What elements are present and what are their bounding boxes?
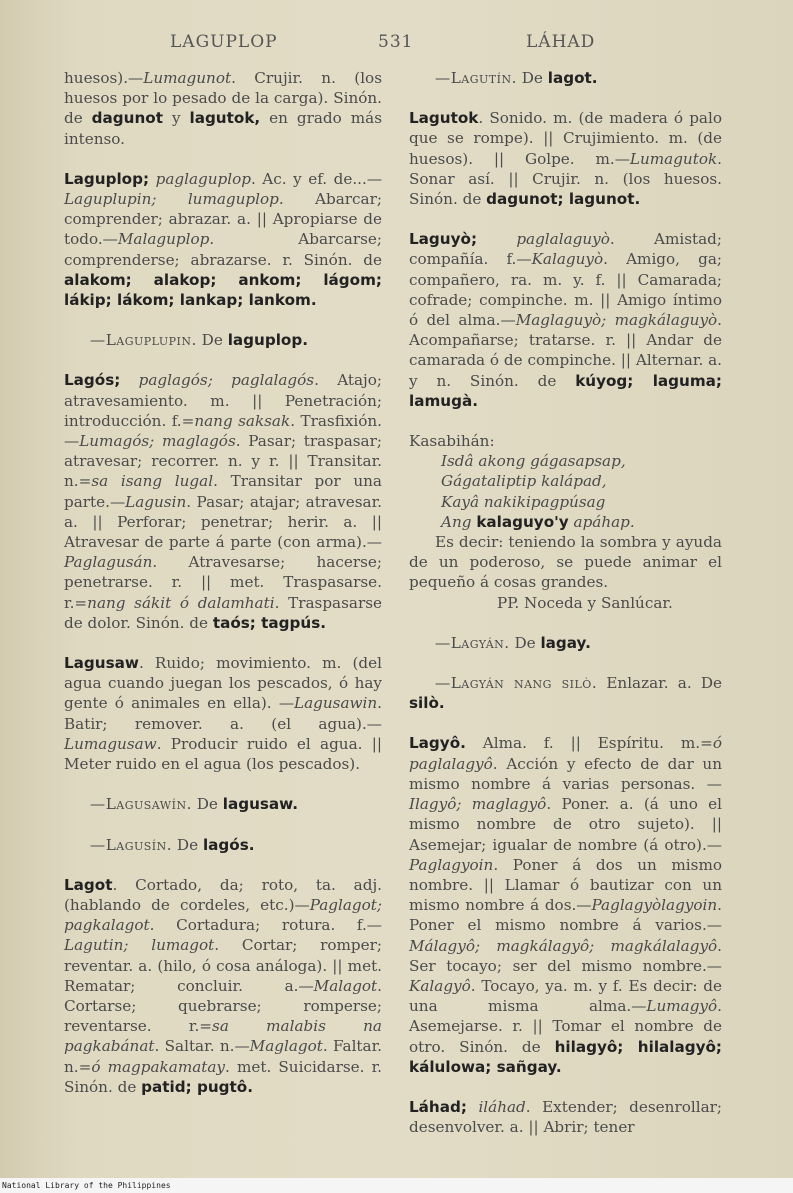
entry-laguplupin: —Laguplupin. De laguplop. bbox=[90, 331, 308, 350]
entry-lagusaw: Lagusaw. Ruido; movimiento. m. (del agua cuando juegan los pescados, ó hay gente ó animales en ella). —Lagusawin. Batir; remover. a. (el agua).—Lumagusaw. Producir ruido el agua. || Meter ruido en el agua (los pescados). bbox=[64, 654, 382, 774]
headword: Láhad; bbox=[409, 1097, 467, 1116]
proverb-line: Gágataliptip kalápad, bbox=[441, 472, 607, 491]
entry-lahad: Láhad; iláhad. Extender; desenrollar; desenvolver. a. || Abrir; tener bbox=[409, 1097, 723, 1137]
headword: Lagós; bbox=[64, 371, 121, 390]
entry-lagyan: —Lagyán. De lagay. bbox=[435, 633, 591, 652]
running-header bbox=[0, 32, 793, 58]
headword: Lagyô. bbox=[409, 734, 466, 753]
entry-lagot: Lagot. Cortado, da; roto, ta. adj. (hablando de cordeles, etc.)—Paglagot; pagkalagot. Cortadura; rotura. f.—Lagutin; lumagot. Cortar; romper; reventar. a. (hilo, ó cosa análoga). || met. Rematar; concluir. a.—Malagot. Cortarse; quebrarse; romperse; reventarse. r.=sa malabis na pagkabánat. Saltar. n.—Maglagot. Faltar. n.=ó magpakamatay. met. Suicidarse. r. Sinón. de patid; pugtô. bbox=[64, 875, 382, 1096]
left-column bbox=[64, 68, 382, 1097]
footer-credit: National Library of the Philippines bbox=[0, 1178, 793, 1193]
entry-laguplop: Laguplop; paglaguplop. Ac. y ef. de...—Laguplupin; lumaguplop. Abarcar; comprender; abrazar. a. || Apropiarse de todo.—Malaguplop. Abarcarse; comprenderse; abrazarse. r. Sinón. de alakom; alakop; ankom; lágom; lákip; lákom; lankap; lankom. bbox=[64, 169, 383, 310]
entry-huesos-continuation: huesos).—Lumagunot. Crujir. n. (los huesos por lo pesado de la carga). Sinón. de dagunot y lagutok, en grado más intenso. bbox=[64, 69, 382, 148]
headword: Lagot bbox=[64, 875, 113, 894]
headword: Laguplop; bbox=[64, 169, 150, 188]
proverb-credit: PP. Noceda y Sanlúcar. bbox=[497, 593, 673, 612]
proverb-line: Isdâ akong gágasapsap, bbox=[441, 452, 626, 471]
entry-lagutin: —Lagutín. De lagot. bbox=[435, 69, 598, 87]
right-running-head: LÁHAD bbox=[526, 32, 596, 52]
right-column bbox=[409, 68, 722, 1137]
left-running-head: LAGUPLOP bbox=[170, 32, 278, 52]
page-number: 531 bbox=[378, 32, 414, 52]
proverb-line: Kayâ nakikipagpúsag bbox=[441, 492, 606, 511]
entry-lagutok: Lagutok. Sonido. m. (de madera ó palo que se rompe). || Crujimiento. m. (de huesos). || Golpe. m.—Lumagutok. Sonar así. || Crujir. n. (los huesos. Sinón. de dagunot; lagunot. bbox=[409, 109, 722, 209]
headword: Lagutok bbox=[409, 109, 479, 128]
proverb-line: Ang kalaguyo'y apáhap. bbox=[441, 512, 635, 531]
entry-lagusawin: —Lagusawín. De lagusaw. bbox=[90, 795, 299, 814]
entry-lagusin: —Lagusín. De lagós. bbox=[90, 835, 255, 854]
kasabihan-proverb bbox=[409, 431, 722, 613]
entry-laguyo: Laguyò; paglalaguyò. Amistad; compañía. f.—Kalaguyò. Amigo, ga; compañero, ra. m. y. f. || Camarada; cofrade; compinche. m. || Amigo íntimo ó del alma.—Maglaguyò; magkálaguyò. Acompañarse; tratarse. r. || Andar de camarada ó de compinche. || Alternar. a. y n. Sinón. de kúyog; laguma; lamugà. bbox=[409, 230, 723, 410]
entry-lagyan-nang-silo: —Lagyán nang silò. Enlazar. a. De silò. bbox=[409, 674, 722, 713]
headword: Laguyò; bbox=[409, 230, 478, 249]
entry-lagyo: Lagyô. Alma. f. || Espíritu. m.=ó paglalagyô. Acción y efecto de dar un mismo nombre á varias personas. —Ilagyô; maglagyô. Poner. a. (á uno el mismo nombre de otro sujeto). || Asemejar; igualar de nombre (á otro).—Paglagyoin. Poner á dos un mismo nombre. || Llamar ó bautizar con un mismo nombre á dos.—Paglagyòlagyoin. Poner el mismo nombre á varios.—Málagyô; magkálagyô; magkálalagyô. Ser tocayo; ser del mismo nombre.—Kalagyô. Tocayo, ya. m. y f. Es decir: de una misma alma.—Lumagyô. Asemejarse. r. || Tomar el nombre de otro. Sinón. de hilagyô; hilalagyô; kálulowa; sañgay. bbox=[409, 734, 723, 1076]
proverb-heading: Kasabihán: bbox=[409, 432, 495, 451]
entry-lagos: Lagós; paglagós; paglalagós. Atajo; atravesamiento. m. || Penetración; introducción. f.=nang saksak. Trasfixión.—Lumagós; maglagós. Pasar; traspasar; atravesar; recorrer. n. y r. || Transitar. n.=sa isang lugal. Transitar por una parte.—Lagusin. Pasar; atajar; atravesar. a. || Perforar; penetrar; herir. a. || Atravesar de parte á parte (con arma).—Paglagusán. Atravesarse; hacerse; penetrarse. r. || met. Traspasarse. r.=nang sákit ó dalamhati. Traspasarse de dolor. Sinón. de taós; tagpús. bbox=[64, 371, 383, 632]
proverb-explanation: Es decir: teniendo la sombra y ayuda de un poderoso, se puede animar el pequeño á cosas grandes. bbox=[409, 533, 722, 592]
headword: Lagusaw bbox=[64, 654, 139, 673]
